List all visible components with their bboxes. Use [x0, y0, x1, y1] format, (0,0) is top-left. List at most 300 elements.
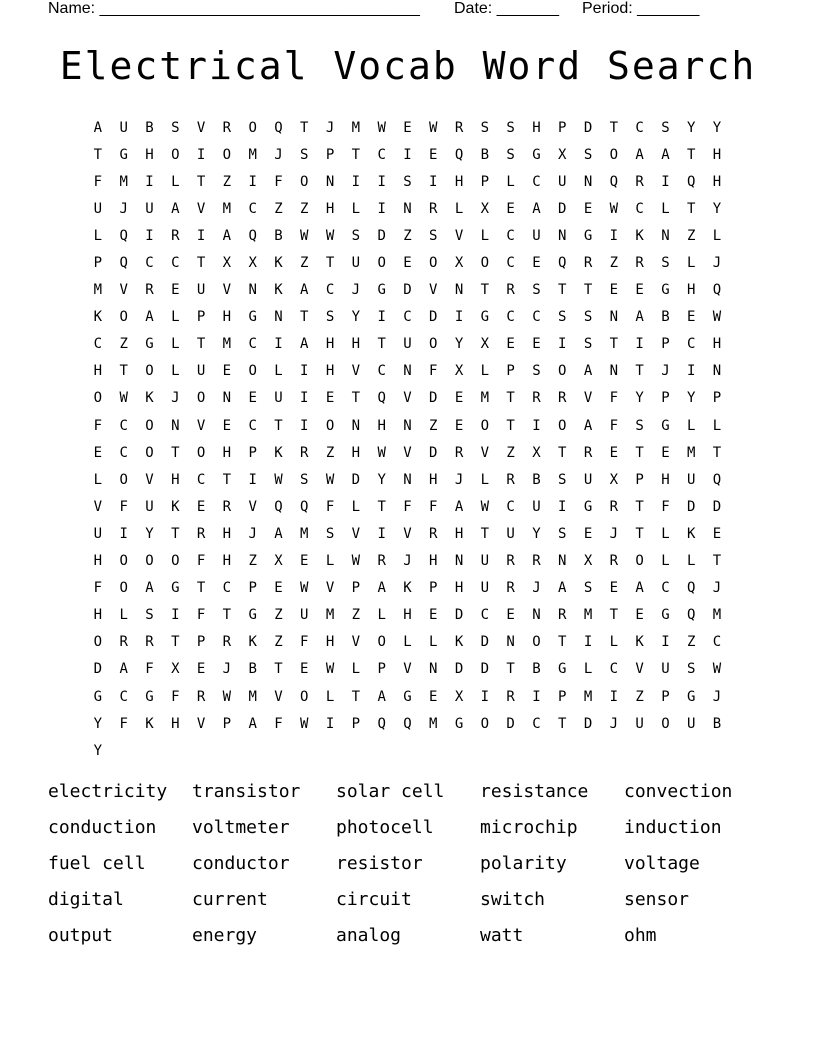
- grid-letter[interactable]: I: [687, 363, 696, 380]
- grid-letter[interactable]: R: [583, 444, 593, 461]
- grid-letter[interactable]: C: [325, 282, 335, 299]
- grid-letter[interactable]: M: [119, 173, 128, 190]
- grid-letter[interactable]: E: [300, 553, 309, 570]
- grid-letter[interactable]: Z: [403, 227, 412, 244]
- grid-letter[interactable]: J: [171, 390, 180, 407]
- grid-letter[interactable]: V: [274, 688, 283, 705]
- grid-letter[interactable]: X: [171, 661, 180, 678]
- grid-letter[interactable]: V: [196, 119, 206, 136]
- grid-letter[interactable]: R: [300, 444, 309, 461]
- grid-letter[interactable]: V: [403, 390, 412, 407]
- grid-letter[interactable]: I: [583, 634, 593, 651]
- grid-letter[interactable]: O: [248, 119, 257, 136]
- grid-letter[interactable]: A: [377, 688, 386, 705]
- grid-letter[interactable]: T: [351, 146, 361, 163]
- grid-letter[interactable]: O: [196, 444, 206, 461]
- grid-letter[interactable]: E: [454, 417, 464, 434]
- grid-letter[interactable]: V: [429, 282, 438, 299]
- grid-letter[interactable]: X: [583, 553, 593, 570]
- grid-letter[interactable]: B: [480, 146, 490, 163]
- grid-letter[interactable]: S: [661, 255, 670, 272]
- grid-letter[interactable]: R: [583, 255, 593, 272]
- grid-letter[interactable]: F: [325, 498, 335, 515]
- grid-letter[interactable]: H: [454, 580, 464, 597]
- grid-letter[interactable]: L: [480, 227, 490, 244]
- grid-letter[interactable]: L: [609, 634, 619, 651]
- grid-letter[interactable]: U: [300, 607, 309, 624]
- grid-letter[interactable]: N: [558, 553, 567, 570]
- grid-letter[interactable]: E: [506, 336, 515, 353]
- grid-letter[interactable]: V: [196, 200, 206, 217]
- grid-letter[interactable]: G: [119, 146, 128, 163]
- grid-letter[interactable]: R: [558, 390, 567, 407]
- grid-letter[interactable]: V: [93, 498, 103, 515]
- grid-letter[interactable]: T: [377, 336, 386, 353]
- grid-letter[interactable]: X: [248, 255, 257, 272]
- grid-letter[interactable]: H: [429, 553, 438, 570]
- grid-letter[interactable]: J: [712, 580, 722, 597]
- grid-letter[interactable]: O: [635, 553, 644, 570]
- grid-letter[interactable]: I: [300, 363, 309, 380]
- grid-letter[interactable]: H: [93, 363, 103, 380]
- grid-letter[interactable]: J: [532, 580, 541, 597]
- grid-letter[interactable]: D: [480, 634, 490, 651]
- grid-letter[interactable]: I: [248, 173, 257, 190]
- grid-letter[interactable]: D: [429, 390, 438, 407]
- grid-letter[interactable]: E: [222, 417, 232, 434]
- grid-letter[interactable]: Q: [712, 471, 722, 488]
- grid-letter[interactable]: R: [635, 255, 644, 272]
- grid-letter[interactable]: T: [506, 417, 515, 434]
- grid-letter[interactable]: O: [119, 309, 128, 326]
- period-field[interactable]: Period: _______: [582, 0, 700, 17]
- grid-letter[interactable]: Z: [635, 688, 644, 705]
- grid-letter[interactable]: F: [274, 173, 283, 190]
- grid-letter[interactable]: U: [145, 498, 154, 515]
- grid-letter[interactable]: S: [532, 363, 541, 380]
- grid-letter[interactable]: R: [429, 200, 438, 217]
- grid-letter[interactable]: H: [351, 444, 361, 461]
- grid-letter[interactable]: N: [171, 417, 180, 434]
- grid-letter[interactable]: Q: [248, 227, 257, 244]
- grid-letter[interactable]: O: [171, 146, 180, 163]
- grid-letter[interactable]: V: [196, 715, 206, 732]
- grid-letter[interactable]: P: [248, 444, 257, 461]
- grid-letter[interactable]: O: [480, 417, 490, 434]
- grid-letter[interactable]: C: [248, 200, 257, 217]
- grid-letter[interactable]: E: [506, 200, 515, 217]
- grid-letter[interactable]: G: [248, 309, 257, 326]
- grid-letter[interactable]: H: [712, 173, 722, 190]
- grid-letter[interactable]: U: [480, 553, 490, 570]
- grid-letter[interactable]: W: [480, 498, 490, 515]
- grid-letter[interactable]: T: [635, 363, 644, 380]
- grid-letter[interactable]: T: [635, 444, 644, 461]
- grid-letter[interactable]: K: [635, 634, 644, 651]
- grid-letter[interactable]: T: [196, 173, 206, 190]
- grid-letter[interactable]: W: [609, 200, 619, 217]
- grid-letter[interactable]: E: [609, 444, 619, 461]
- grid-letter[interactable]: C: [248, 417, 257, 434]
- grid-letter[interactable]: U: [532, 498, 541, 515]
- grid-letter[interactable]: B: [532, 661, 541, 678]
- grid-letter[interactable]: K: [145, 715, 154, 732]
- grid-letter[interactable]: G: [480, 309, 490, 326]
- grid-letter[interactable]: H: [222, 309, 232, 326]
- grid-letter[interactable]: Q: [454, 146, 464, 163]
- grid-letter[interactable]: R: [532, 390, 541, 407]
- grid-letter[interactable]: H: [325, 634, 335, 651]
- grid-letter[interactable]: U: [583, 471, 593, 488]
- grid-letter[interactable]: Q: [687, 580, 696, 597]
- grid-letter[interactable]: G: [145, 688, 154, 705]
- grid-letter[interactable]: X: [222, 255, 232, 272]
- grid-letter[interactable]: O: [93, 634, 103, 651]
- grid-letter[interactable]: F: [609, 417, 619, 434]
- grid-letter[interactable]: G: [171, 580, 180, 597]
- grid-letter[interactable]: T: [377, 498, 386, 515]
- grid-letter[interactable]: S: [583, 309, 593, 326]
- grid-letter[interactable]: X: [480, 200, 490, 217]
- grid-letter[interactable]: S: [351, 227, 361, 244]
- grid-letter[interactable]: D: [506, 715, 515, 732]
- grid-letter[interactable]: A: [119, 661, 128, 678]
- grid-letter[interactable]: O: [532, 634, 541, 651]
- grid-letter[interactable]: I: [119, 525, 128, 542]
- grid-letter[interactable]: C: [222, 580, 232, 597]
- grid-letter[interactable]: A: [145, 580, 154, 597]
- grid-letter[interactable]: H: [222, 444, 232, 461]
- grid-letter[interactable]: I: [609, 688, 619, 705]
- grid-letter[interactable]: D: [93, 661, 103, 678]
- grid-letter[interactable]: L: [274, 363, 283, 380]
- grid-letter[interactable]: Z: [351, 607, 361, 624]
- grid-letter[interactable]: Y: [93, 715, 103, 732]
- grid-letter[interactable]: U: [196, 363, 206, 380]
- grid-letter[interactable]: C: [248, 336, 257, 353]
- grid-letter[interactable]: I: [145, 227, 154, 244]
- grid-letter[interactable]: O: [558, 363, 567, 380]
- grid-letter[interactable]: E: [171, 282, 180, 299]
- grid-letter[interactable]: Z: [248, 553, 257, 570]
- grid-letter[interactable]: P: [506, 363, 515, 380]
- grid-letter[interactable]: R: [609, 498, 619, 515]
- grid-letter[interactable]: E: [274, 580, 283, 597]
- grid-letter[interactable]: T: [196, 336, 206, 353]
- grid-letter[interactable]: H: [171, 715, 180, 732]
- grid-letter[interactable]: C: [377, 146, 386, 163]
- grid-letter[interactable]: A: [635, 580, 644, 597]
- grid-letter[interactable]: F: [661, 498, 670, 515]
- grid-letter[interactable]: I: [196, 146, 206, 163]
- grid-letter[interactable]: O: [429, 336, 438, 353]
- grid-letter[interactable]: D: [583, 715, 593, 732]
- grid-letter[interactable]: F: [93, 417, 103, 434]
- grid-letter[interactable]: W: [300, 227, 309, 244]
- grid-letter[interactable]: J: [454, 471, 464, 488]
- grid-letter[interactable]: E: [93, 444, 103, 461]
- grid-letter[interactable]: J: [661, 363, 670, 380]
- grid-letter[interactable]: C: [635, 119, 644, 136]
- grid-letter[interactable]: O: [558, 417, 567, 434]
- grid-letter[interactable]: T: [687, 146, 696, 163]
- grid-letter[interactable]: U: [119, 119, 128, 136]
- grid-letter[interactable]: L: [325, 688, 335, 705]
- name-field[interactable]: Name: ____________________________________: [48, 0, 420, 17]
- grid-letter[interactable]: I: [661, 173, 670, 190]
- grid-letter[interactable]: K: [274, 444, 283, 461]
- grid-letter[interactable]: V: [635, 661, 644, 678]
- grid-letter[interactable]: O: [119, 553, 128, 570]
- grid-letter[interactable]: E: [583, 525, 593, 542]
- grid-letter[interactable]: T: [171, 634, 180, 651]
- grid-letter[interactable]: Y: [712, 200, 722, 217]
- grid-letter[interactable]: P: [222, 715, 232, 732]
- grid-letter[interactable]: F: [196, 607, 206, 624]
- grid-letter[interactable]: O: [119, 580, 128, 597]
- grid-letter[interactable]: I: [532, 417, 541, 434]
- grid-letter[interactable]: L: [93, 471, 103, 488]
- grid-letter[interactable]: D: [454, 607, 464, 624]
- grid-letter[interactable]: H: [712, 146, 722, 163]
- grid-letter[interactable]: A: [222, 227, 232, 244]
- grid-letter[interactable]: O: [300, 688, 309, 705]
- grid-letter[interactable]: Y: [712, 119, 722, 136]
- grid-letter[interactable]: G: [377, 282, 386, 299]
- grid-letter[interactable]: C: [506, 309, 515, 326]
- grid-letter[interactable]: M: [480, 390, 490, 407]
- grid-letter[interactable]: W: [325, 227, 335, 244]
- grid-letter[interactable]: O: [325, 417, 335, 434]
- grid-letter[interactable]: D: [351, 471, 361, 488]
- grid-letter[interactable]: T: [635, 525, 644, 542]
- grid-letter[interactable]: P: [661, 390, 670, 407]
- grid-letter[interactable]: Q: [712, 282, 722, 299]
- grid-letter[interactable]: R: [196, 525, 206, 542]
- grid-letter[interactable]: A: [274, 525, 283, 542]
- grid-letter[interactable]: K: [687, 525, 696, 542]
- grid-letter[interactable]: A: [583, 363, 593, 380]
- grid-letter[interactable]: M: [222, 336, 232, 353]
- grid-letter[interactable]: R: [222, 634, 232, 651]
- grid-letter[interactable]: Q: [119, 255, 128, 272]
- grid-letter[interactable]: S: [661, 119, 670, 136]
- grid-letter[interactable]: I: [325, 715, 335, 732]
- grid-letter[interactable]: K: [171, 498, 180, 515]
- grid-letter[interactable]: S: [300, 471, 309, 488]
- grid-letter[interactable]: G: [93, 688, 103, 705]
- grid-letter[interactable]: N: [222, 390, 232, 407]
- grid-letter[interactable]: U: [93, 525, 103, 542]
- grid-letter[interactable]: H: [325, 336, 335, 353]
- grid-letter[interactable]: M: [351, 119, 361, 136]
- grid-letter[interactable]: D: [429, 444, 438, 461]
- grid-letter[interactable]: P: [351, 715, 361, 732]
- grid-letter[interactable]: C: [93, 336, 103, 353]
- grid-letter[interactable]: E: [687, 309, 696, 326]
- grid-letter[interactable]: T: [171, 444, 180, 461]
- grid-letter[interactable]: S: [300, 146, 309, 163]
- grid-letter[interactable]: J: [351, 282, 361, 299]
- grid-letter[interactable]: M: [712, 607, 722, 624]
- grid-letter[interactable]: I: [532, 688, 541, 705]
- grid-letter[interactable]: I: [661, 634, 670, 651]
- grid-letter[interactable]: Y: [377, 471, 386, 488]
- grid-letter[interactable]: T: [351, 688, 361, 705]
- grid-letter[interactable]: Y: [145, 525, 154, 542]
- grid-letter[interactable]: P: [351, 580, 361, 597]
- grid-letter[interactable]: Z: [119, 336, 128, 353]
- grid-letter[interactable]: T: [480, 525, 490, 542]
- grid-letter[interactable]: E: [532, 255, 541, 272]
- date-field[interactable]: Date: _______: [454, 0, 559, 17]
- grid-letter[interactable]: V: [222, 282, 232, 299]
- grid-letter[interactable]: I: [351, 173, 361, 190]
- grid-letter[interactable]: Z: [274, 200, 283, 217]
- grid-letter[interactable]: S: [145, 607, 154, 624]
- grid-letter[interactable]: T: [558, 715, 567, 732]
- grid-letter[interactable]: R: [506, 580, 515, 597]
- grid-letter[interactable]: C: [196, 471, 206, 488]
- grid-letter[interactable]: J: [325, 119, 335, 136]
- grid-letter[interactable]: T: [558, 444, 567, 461]
- grid-letter[interactable]: E: [609, 282, 619, 299]
- grid-letter[interactable]: V: [325, 580, 335, 597]
- grid-letter[interactable]: F: [119, 498, 128, 515]
- grid-letter[interactable]: T: [712, 553, 722, 570]
- grid-letter[interactable]: P: [93, 255, 103, 272]
- grid-letter[interactable]: O: [480, 255, 490, 272]
- grid-letter[interactable]: I: [377, 525, 386, 542]
- grid-letter[interactable]: M: [325, 607, 335, 624]
- grid-letter[interactable]: N: [403, 471, 412, 488]
- grid-letter[interactable]: E: [583, 200, 593, 217]
- grid-letter[interactable]: J: [712, 688, 722, 705]
- grid-letter[interactable]: P: [635, 471, 644, 488]
- grid-letter[interactable]: A: [300, 336, 309, 353]
- grid-letter[interactable]: B: [712, 715, 722, 732]
- grid-letter[interactable]: O: [145, 417, 154, 434]
- grid-letter[interactable]: O: [145, 553, 154, 570]
- grid-letter[interactable]: H: [429, 471, 438, 488]
- grid-letter[interactable]: Q: [687, 173, 696, 190]
- grid-letter[interactable]: R: [222, 119, 232, 136]
- grid-letter[interactable]: H: [403, 607, 412, 624]
- grid-letter[interactable]: H: [454, 173, 464, 190]
- grid-letter[interactable]: W: [712, 661, 722, 678]
- grid-letter[interactable]: C: [712, 634, 722, 651]
- grid-letter[interactable]: G: [532, 146, 541, 163]
- grid-letter[interactable]: H: [171, 471, 180, 488]
- grid-letter[interactable]: I: [558, 336, 567, 353]
- grid-letter[interactable]: C: [171, 255, 180, 272]
- grid-letter[interactable]: M: [583, 607, 593, 624]
- grid-letter[interactable]: H: [325, 200, 335, 217]
- grid-letter[interactable]: Z: [325, 444, 335, 461]
- grid-letter[interactable]: N: [429, 661, 438, 678]
- grid-letter[interactable]: F: [119, 715, 128, 732]
- grid-letter[interactable]: I: [558, 498, 567, 515]
- grid-letter[interactable]: U: [351, 255, 361, 272]
- grid-letter[interactable]: Z: [429, 417, 438, 434]
- grid-letter[interactable]: N: [403, 417, 412, 434]
- grid-letter[interactable]: N: [325, 173, 335, 190]
- grid-letter[interactable]: A: [454, 498, 464, 515]
- grid-letter[interactable]: L: [712, 417, 722, 434]
- grid-letter[interactable]: E: [532, 336, 541, 353]
- grid-letter[interactable]: S: [558, 471, 567, 488]
- grid-letter[interactable]: B: [274, 227, 283, 244]
- grid-letter[interactable]: T: [274, 661, 283, 678]
- grid-letter[interactable]: Z: [300, 255, 309, 272]
- grid-letter[interactable]: S: [325, 309, 335, 326]
- grid-letter[interactable]: V: [119, 282, 128, 299]
- grid-letter[interactable]: D: [712, 498, 722, 515]
- grid-letter[interactable]: F: [196, 553, 206, 570]
- grid-letter[interactable]: Z: [274, 607, 283, 624]
- grid-letter[interactable]: W: [712, 309, 722, 326]
- grid-letter[interactable]: H: [532, 119, 541, 136]
- grid-letter[interactable]: L: [171, 363, 180, 380]
- grid-letter[interactable]: F: [609, 390, 619, 407]
- grid-letter[interactable]: A: [661, 146, 670, 163]
- grid-letter[interactable]: V: [248, 498, 257, 515]
- grid-letter[interactable]: H: [222, 525, 232, 542]
- grid-letter[interactable]: R: [145, 634, 154, 651]
- grid-letter[interactable]: W: [325, 661, 335, 678]
- grid-letter[interactable]: M: [248, 688, 257, 705]
- grid-letter[interactable]: U: [532, 227, 541, 244]
- grid-letter[interactable]: R: [171, 227, 180, 244]
- grid-letter[interactable]: J: [609, 715, 619, 732]
- grid-letter[interactable]: Z: [609, 255, 619, 272]
- grid-letter[interactable]: W: [325, 471, 335, 488]
- grid-letter[interactable]: J: [609, 525, 619, 542]
- grid-letter[interactable]: L: [480, 363, 490, 380]
- grid-letter[interactable]: H: [93, 607, 103, 624]
- grid-letter[interactable]: I: [429, 173, 438, 190]
- grid-letter[interactable]: V: [454, 227, 464, 244]
- grid-letter[interactable]: S: [429, 227, 438, 244]
- grid-letter[interactable]: C: [377, 363, 386, 380]
- grid-letter[interactable]: L: [712, 227, 722, 244]
- grid-letter[interactable]: S: [480, 119, 490, 136]
- grid-letter[interactable]: C: [609, 661, 619, 678]
- grid-letter[interactable]: K: [403, 580, 412, 597]
- grid-letter[interactable]: Y: [454, 336, 464, 353]
- grid-letter[interactable]: K: [274, 282, 283, 299]
- grid-letter[interactable]: Z: [687, 227, 696, 244]
- grid-letter[interactable]: Q: [558, 255, 567, 272]
- grid-letter[interactable]: O: [145, 363, 154, 380]
- grid-letter[interactable]: C: [661, 580, 670, 597]
- grid-letter[interactable]: O: [119, 471, 128, 488]
- grid-letter[interactable]: G: [661, 607, 670, 624]
- grid-letter[interactable]: Q: [274, 498, 283, 515]
- grid-letter[interactable]: W: [300, 580, 309, 597]
- grid-letter[interactable]: F: [429, 363, 438, 380]
- grid-letter[interactable]: X: [454, 255, 464, 272]
- grid-letter[interactable]: H: [661, 471, 670, 488]
- grid-letter[interactable]: P: [480, 173, 490, 190]
- grid-letter[interactable]: E: [506, 607, 515, 624]
- grid-letter[interactable]: S: [558, 525, 567, 542]
- grid-letter[interactable]: I: [300, 390, 309, 407]
- grid-letter[interactable]: R: [429, 525, 438, 542]
- grid-letter[interactable]: W: [377, 444, 386, 461]
- grid-letter[interactable]: T: [609, 336, 619, 353]
- grid-letter[interactable]: J: [248, 525, 257, 542]
